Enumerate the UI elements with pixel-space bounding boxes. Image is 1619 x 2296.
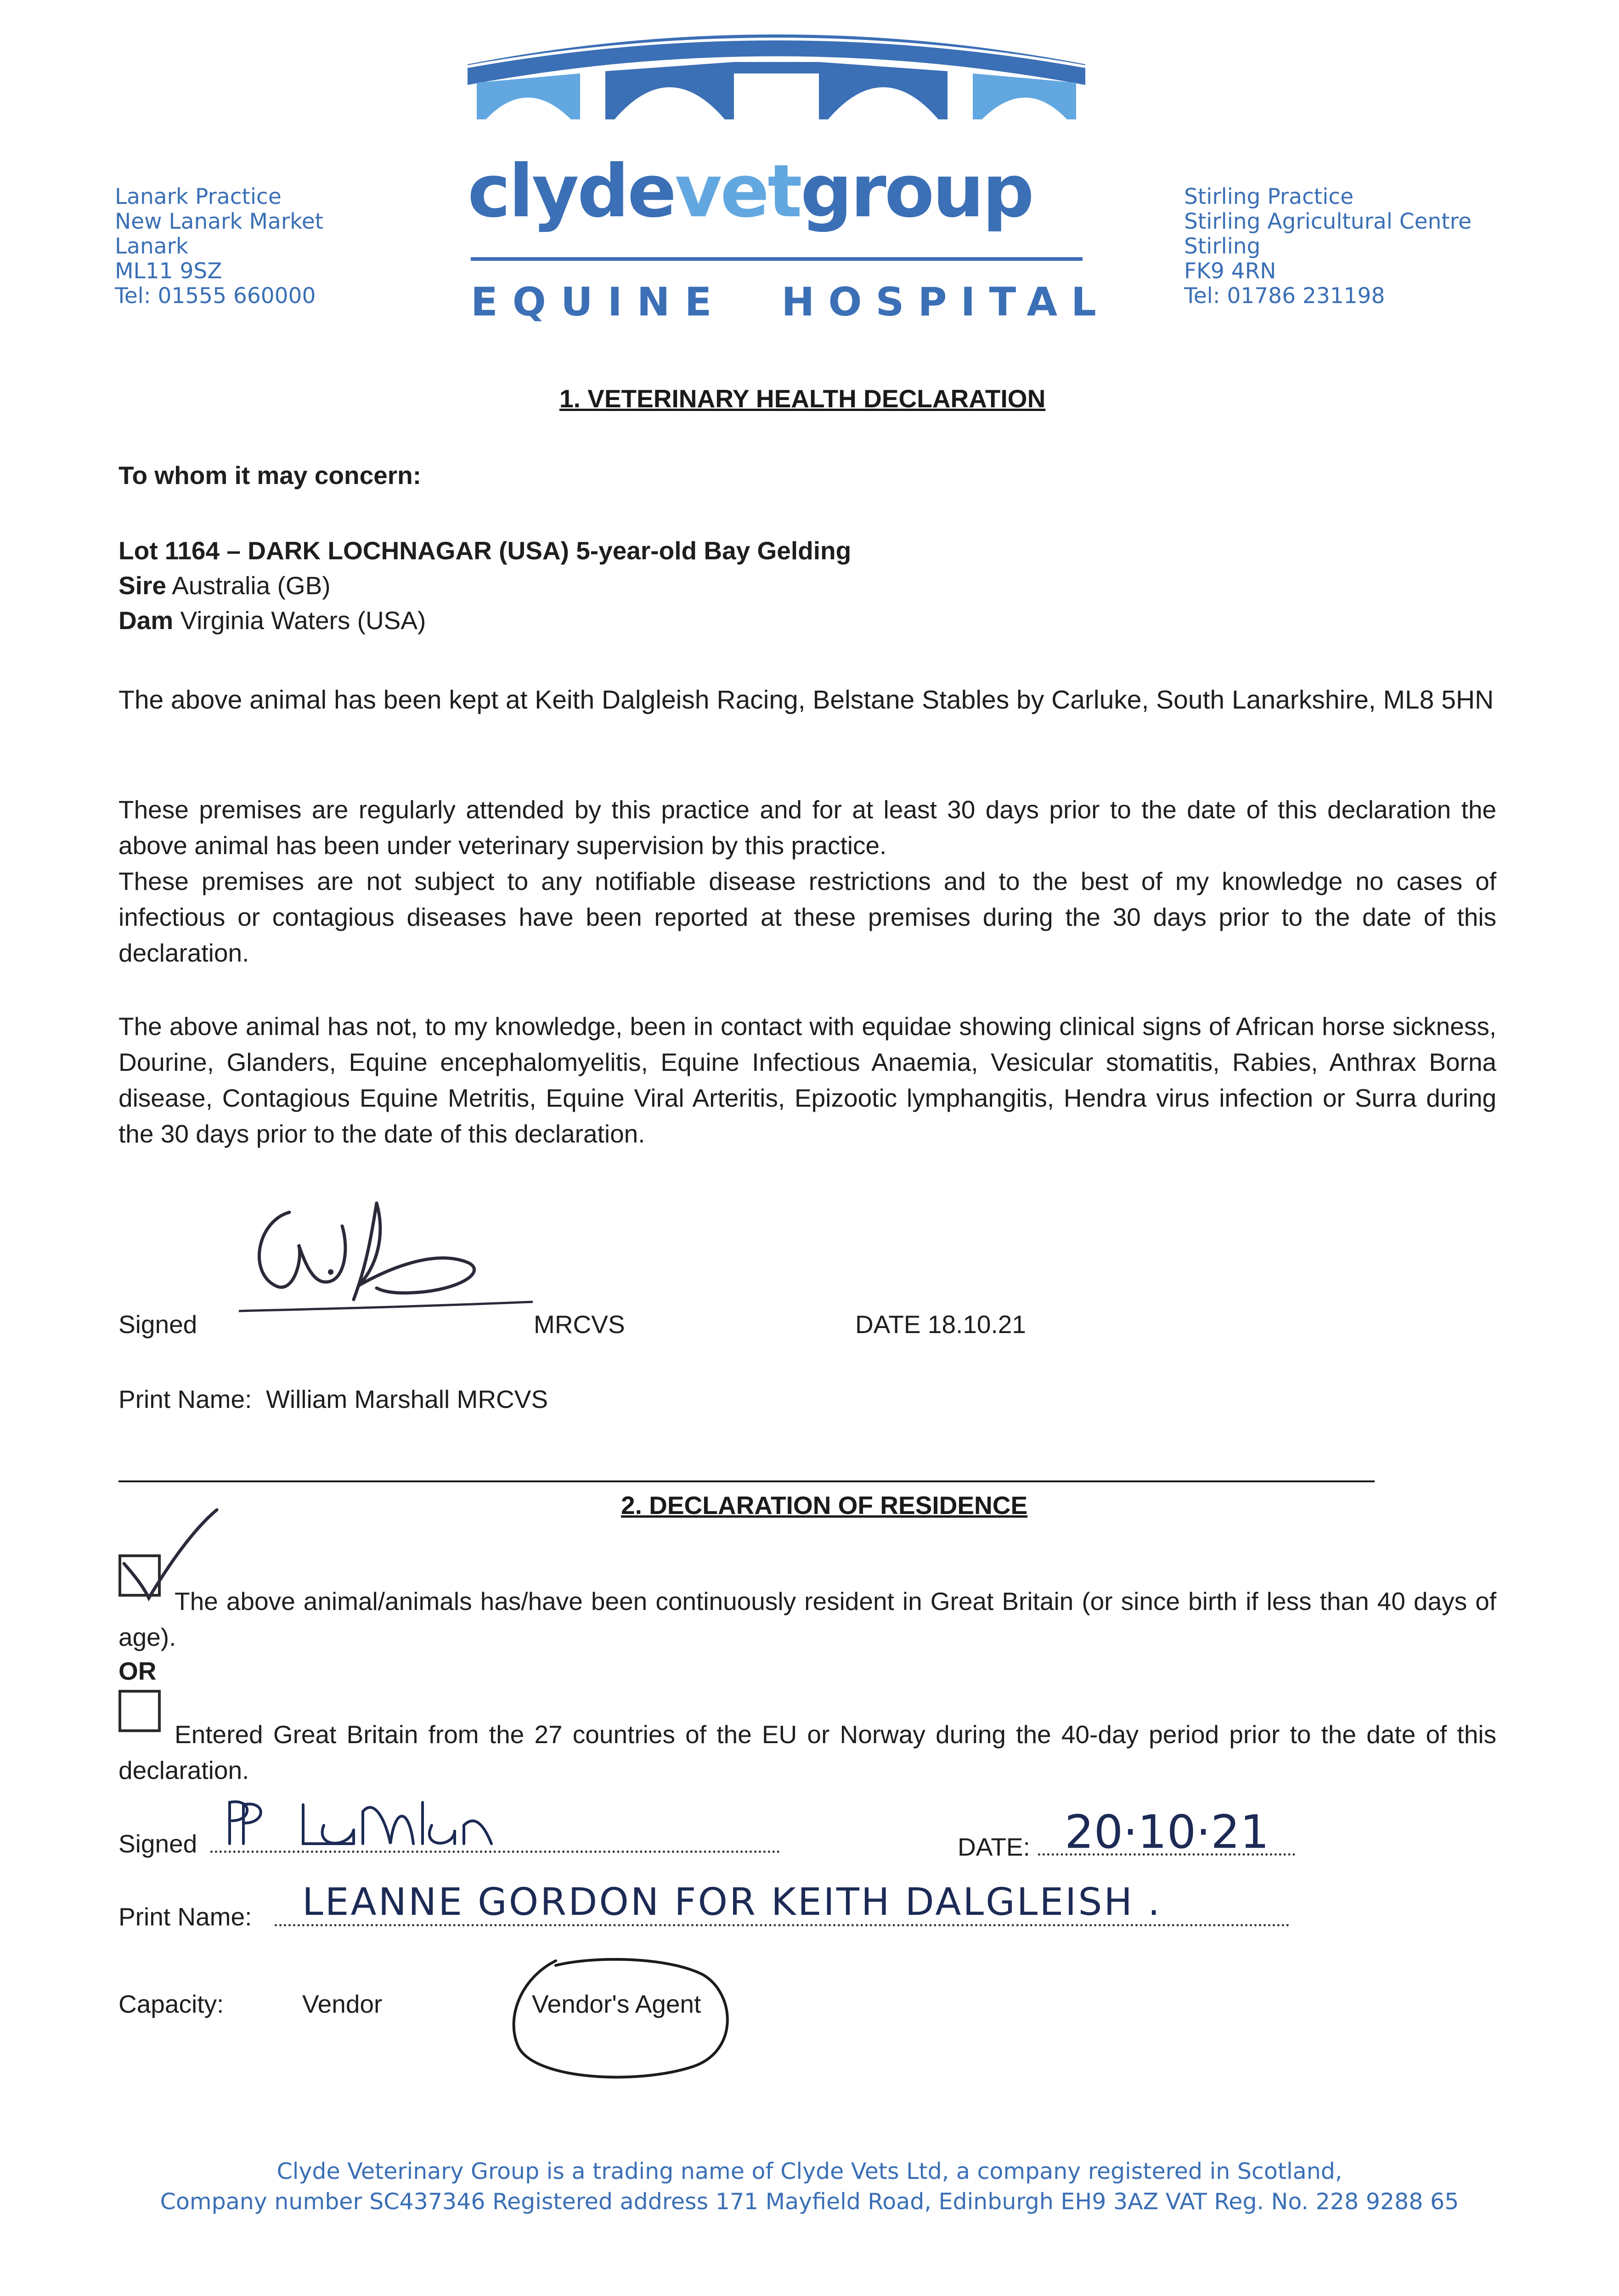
capacity-option-vendors-agent[interactable]: Vendor's Agent <box>532 1990 701 2018</box>
vet-signature-date: DATE 18.10.21 <box>855 1310 1026 1339</box>
address-line: Lanark <box>115 234 189 259</box>
address-line: Tel: 01786 231198 <box>1184 283 1385 309</box>
equine-hospital-title <box>471 279 1110 325</box>
paragraph-restrictions: These premises are not subject to any notifiable disease restrictions and to the best of my knowledge no cases of infectious or contagious diseases have been reported at these premises during the 30 days prior to the date of this declaration. <box>118 867 1496 967</box>
section1-heading: 1. VETERINARY HEALTH DECLARATION <box>559 384 1046 413</box>
residence-option-entered: Entered Great Britain from the 27 countries of the EU or Norway during the 40-day period prior to the date of this declaration. <box>118 1720 1496 1784</box>
lot-line: Lot 1164 – DARK LOCHNAGAR (USA) 5-year-old Bay Gelding <box>118 536 852 565</box>
vet-signature-icon <box>239 1194 533 1322</box>
residence-option-continuous: The above animal/animals has/have been continuously resident in Great Britain (or since birth if less than 40 days of age). <box>118 1587 1496 1651</box>
capacity-selection-circle <box>501 1952 739 2085</box>
address-line: New Lanark Market <box>115 209 324 234</box>
address-line: Stirling <box>1184 234 1261 259</box>
agent-signed-label: Signed <box>118 1829 197 1858</box>
vet-print-name <box>118 1381 548 1417</box>
brand-wordmark <box>468 149 1032 234</box>
subtitle-word: HOSPITAL <box>781 279 1110 325</box>
capacity-label: Capacity: <box>118 1990 224 2018</box>
dam-line <box>118 602 426 638</box>
left-practice-address <box>115 185 323 309</box>
brand-part-vet: vet <box>675 149 801 234</box>
vet-signed-label: Signed <box>118 1310 197 1339</box>
print-name-label: Print Name: <box>118 1385 252 1413</box>
sire-value: Australia (GB) <box>172 571 331 600</box>
agent-print-name-label: Print Name: <box>118 1902 252 1931</box>
subtitle-word: EQUINE <box>471 279 727 325</box>
section2-heading: 2. DECLARATION OF RESIDENCE <box>621 1491 1028 1519</box>
agent-date-label: DATE: <box>958 1833 1030 1861</box>
sire-label: Sire <box>118 571 166 600</box>
agent-print-name-value: LEANNE GORDON FOR KEITH DALGLEISH . <box>302 1880 1162 1924</box>
footer-line-1: Clyde Veterinary Group is a trading name of Clyde Vets Ltd, a company registered in Scotland, <box>276 2158 1343 2184</box>
paragraph-premises: The above animal has been kept at Keith Dalgleish Racing, Belstane Stables by Carluke, South Lanarkshire, ML8 5HN <box>118 685 1494 715</box>
sire-line <box>118 568 331 603</box>
address-line: Lanark Practice <box>115 184 282 209</box>
print-name-dotted-line <box>275 1924 1290 1926</box>
print-name-value: William Marshall MRCVS <box>265 1385 548 1413</box>
or-label: OR <box>118 1657 157 1685</box>
paragraph-diseases: The above animal has not, to my knowledge, been in contact with equidae showing clinical signs of African horse sickness, Dourine, Glanders, Equine encephalomyelitis, Equine Infectious Anaemia, Vesicular stomatitis, Rabies, Anthrax Borna disease, Contagious Equine Metritis, Equine Viral Arteritis, Epizootic lymphangitis, Hendra virus infection or Surra during the 30 days prior to the date of this declaration. <box>118 1012 1496 1148</box>
address-line: ML11 9SZ <box>115 259 222 284</box>
bridge-logo-icon <box>468 23 1085 129</box>
address-line: Stirling Practice <box>1184 184 1354 209</box>
brand-divider <box>471 257 1083 261</box>
address-line: Stirling Agricultural Centre <box>1184 209 1472 234</box>
dam-label: Dam <box>118 606 174 635</box>
paragraph-supervision: These premises are regularly attended by this practice and for at least 30 days prior to the date of this declaration the above animal has been under veterinary supervision by this practice. <box>118 795 1496 860</box>
address-line: Tel: 01555 660000 <box>115 283 316 309</box>
capacity-option-vendor[interactable]: Vendor <box>302 1990 383 2018</box>
right-practice-address <box>1184 185 1472 309</box>
section-divider <box>118 1480 1375 1482</box>
brand-part-clyde: clyde <box>468 149 675 234</box>
agent-signature-icon <box>216 1793 501 1853</box>
mrcvs-label: MRCVS <box>534 1310 625 1339</box>
dam-value: Virginia Waters (USA) <box>180 606 426 635</box>
greeting: To whom it may concern: <box>118 461 422 490</box>
brand-part-group: group <box>800 149 1032 234</box>
agent-date-value: 20·10·21 <box>1065 1805 1269 1859</box>
address-line: FK9 4RN <box>1184 259 1276 284</box>
footer-line-2: Company number SC437346 Registered address 171 Mayfield Road, Edinburgh EH9 3AZ VAT Reg. No. 228 9288 65 <box>160 2189 1459 2215</box>
